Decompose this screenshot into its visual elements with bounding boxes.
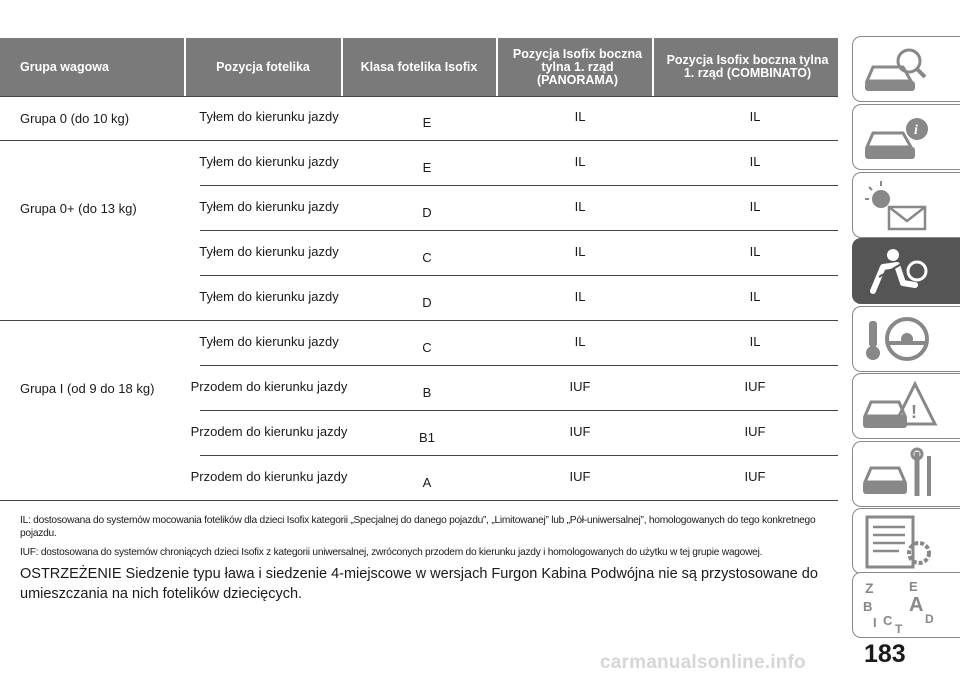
- panorama-cell: IL: [574, 334, 586, 349]
- combinato-cell: IUF: [744, 379, 766, 394]
- car-search-icon: [859, 41, 939, 99]
- header-panorama: Pozycja Isofix boczna tylna 1. rząd (PANORAMA): [512, 46, 643, 87]
- isofix-class-cell: A: [422, 475, 432, 490]
- panorama-cell: IUF: [569, 469, 591, 484]
- car-warning-triangle-icon: [859, 378, 939, 436]
- index-letter: T: [895, 622, 903, 635]
- isofix-class-cell: B: [422, 385, 432, 400]
- tab-safety[interactable]: [852, 238, 960, 304]
- seat-position-cell: Tyłem do kierunku jazdy: [199, 109, 339, 124]
- group-label-0plus: Grupa 0+ (do 13 kg): [20, 201, 137, 216]
- index-letter: D: [925, 612, 934, 626]
- tab-knowing-vehicle[interactable]: [852, 36, 960, 102]
- header-combinato: Pozycja Isofix boczna tylna 1. rząd (COMBINATO): [666, 53, 829, 80]
- isofix-class-cell: C: [422, 340, 432, 355]
- header-isofix-class: Klasa fotelika Isofix: [360, 59, 478, 74]
- header-divider: [652, 38, 654, 96]
- tab-index[interactable]: [852, 572, 960, 638]
- isofix-class-cell: B1: [419, 430, 435, 445]
- row-divider: [0, 320, 838, 321]
- note-il-text: IL: dostosowana do systemów mocowania fotelików dla dzieci Isofix kategorii „Specjalnej do danego pojazdu”, „Limitowanej” lub „Pół-uniwersalnej”, homologowanych do tego konkretnego pojazdu.: [20, 515, 816, 539]
- panorama-cell: IL: [574, 244, 586, 259]
- index-letter: B: [863, 599, 873, 614]
- header-seat-position: Pozycja fotelika: [216, 59, 310, 74]
- warning-text: OSTRZEŻENIE Siedzenie typu ława i siedzenie 4-miejscowe w wersjach Furgon Kabina Podwójna nie są przystosowane do umieszczania na nich fotelików dziecięcych.: [20, 566, 818, 602]
- combinato-cell: IL: [749, 109, 761, 124]
- index-letter: Z: [865, 580, 874, 596]
- note-iuf: IUF: dostosowana do systemów chroniących dzieci Isofix z kategorii uniwersalnej, zwróconych przodem do kierunku jazdy i homologowanych do użytku w tej grupie wagowej.: [20, 547, 763, 558]
- seat-position-cell: Tyłem do kierunku jazdy: [199, 244, 339, 259]
- seat-position-cell: Tyłem do kierunku jazdy: [199, 154, 339, 169]
- row-divider: [200, 365, 838, 366]
- combinato-cell: IUF: [744, 424, 766, 439]
- tab-servicing[interactable]: [852, 441, 960, 507]
- table-header: [0, 38, 838, 96]
- panorama-cell: IL: [574, 199, 586, 214]
- specifications-list-icon: [859, 513, 939, 571]
- panorama-cell: IUF: [569, 379, 591, 394]
- row-divider: [200, 410, 838, 411]
- row-divider: [200, 275, 838, 276]
- seat-position-cell: Przodem do kierunku jazdy: [190, 379, 348, 394]
- combinato-cell: IL: [749, 334, 761, 349]
- isofix-class-cell: D: [422, 205, 432, 220]
- isofix-class-cell: E: [422, 115, 432, 130]
- seat-position-cell: Tyłem do kierunku jazdy: [199, 334, 339, 349]
- tab-warning-lights[interactable]: [852, 172, 960, 238]
- isofix-class-cell: D: [422, 295, 432, 310]
- tab-emergency[interactable]: [852, 373, 960, 439]
- safety-airbag-icon: [859, 243, 939, 301]
- header-weight-group: Grupa wagowa: [20, 59, 109, 74]
- seat-position-cell: Przodem do kierunku jazdy: [190, 469, 348, 484]
- row-divider: [200, 455, 838, 456]
- row-divider: [0, 140, 838, 141]
- seat-position-cell: Przodem do kierunku jazdy: [190, 424, 348, 439]
- car-tools-icon: [859, 446, 939, 504]
- isofix-class-cell: C: [422, 250, 432, 265]
- tab-instrument-panel[interactable]: [852, 104, 960, 170]
- isofix-class-cell: E: [422, 160, 432, 175]
- index-letter: I: [873, 615, 877, 630]
- row-divider: [0, 96, 838, 97]
- panorama-cell: IUF: [569, 424, 591, 439]
- row-divider: [0, 500, 838, 501]
- index-letter: A: [909, 594, 924, 616]
- panorama-cell: IL: [574, 109, 586, 124]
- note-il: [20, 514, 840, 540]
- combinato-cell: IL: [749, 199, 761, 214]
- seat-position-cell: Tyłem do kierunku jazdy: [199, 289, 339, 304]
- warning-lights-icon: [859, 177, 939, 235]
- panorama-cell: IL: [574, 289, 586, 304]
- combinato-cell: IL: [749, 289, 761, 304]
- combinato-cell: IL: [749, 154, 761, 169]
- group-label-0: Grupa 0 (do 10 kg): [20, 111, 130, 126]
- svg-text:i: i: [914, 123, 918, 138]
- watermark: carmanualsonline.info: [600, 652, 806, 673]
- page-number: 183: [864, 640, 906, 668]
- steering-wheel-key-icon: [859, 311, 939, 369]
- group-label-1: Grupa I (od 9 do 18 kg): [20, 381, 155, 396]
- car-info-icon: [859, 109, 939, 167]
- index-letter: C: [883, 613, 893, 628]
- svg-text:!: !: [911, 402, 917, 422]
- index-letter: E: [909, 579, 918, 594]
- alphabetical-index-icon: [859, 577, 939, 635]
- combinato-cell: IL: [749, 244, 761, 259]
- seat-position-cell: Tyłem do kierunku jazdy: [199, 199, 339, 214]
- tab-starting-driving[interactable]: [852, 306, 960, 372]
- row-divider: [200, 185, 838, 186]
- row-divider: [200, 230, 838, 231]
- combinato-cell: IUF: [744, 469, 766, 484]
- header-divider: [496, 38, 498, 96]
- panorama-cell: IL: [574, 154, 586, 169]
- tab-technical-data[interactable]: [852, 508, 960, 574]
